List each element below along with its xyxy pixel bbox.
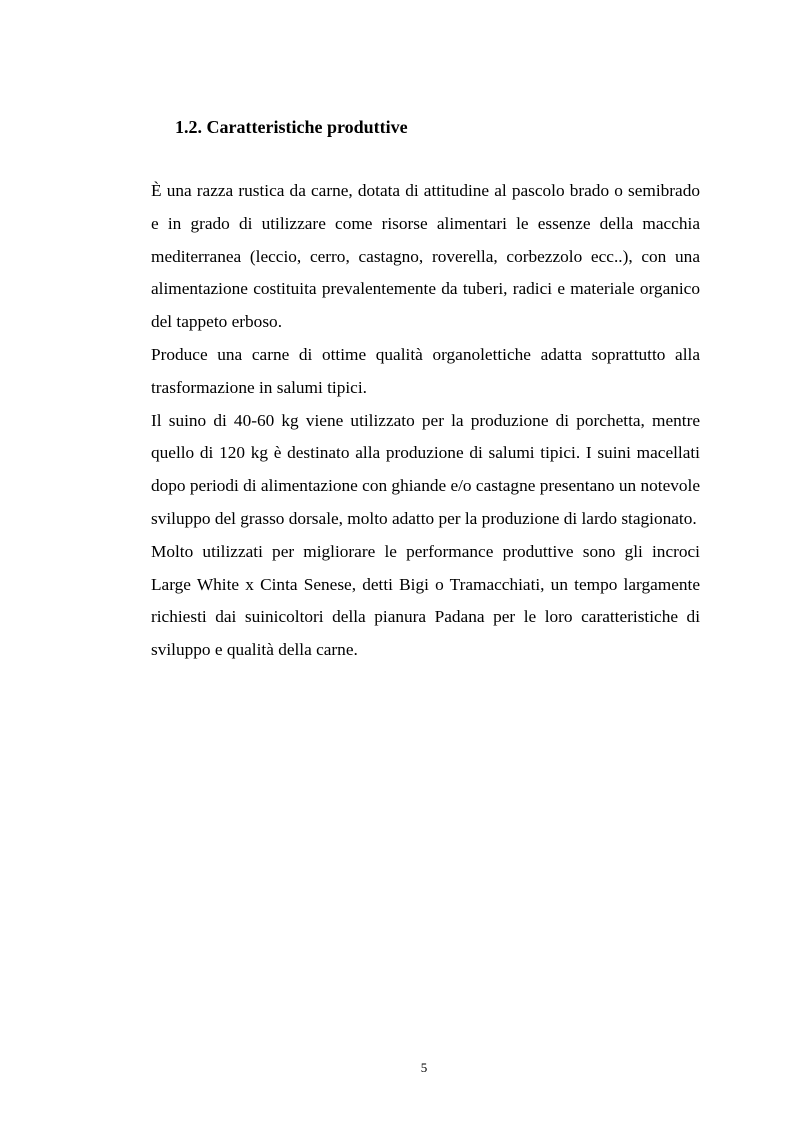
section-title: 1.2. Caratteristiche produttive [175, 117, 408, 137]
page-number: 5 [420, 1060, 428, 1075]
paragraph-weights-uses: Il suino di 40-60 kg viene utilizzato per la produzione di porchetta, mentre quello di 120 kg è destinato alla produzione di salumi tipici. I suini macellati dopo periodi di alimentazione con ghiande e/o castagne presentano un notevole sviluppo del grasso dorsale, molto adatto per la produzione di lardo stagionato. [151, 410, 700, 528]
paragraph-crossbreeds: Molto utilizzati per migliorare le performance produttive sono gli incroci Large White x Cinta Senese, detti Bigi o Tramacchiati, un tempo largamente richiesti dai suinicoltori della pianura Padana per le loro caratteristiche di sviluppo e qualità della carne. [151, 541, 700, 660]
paragraph-breed-description: È una razza rustica da carne, dotata di attitudine al pascolo brado o semibrado e in grado di utilizzare come risorse alimentari le essenze della macchia mediterranea (leccio, cerro, castagno, roverella, corbezzolo ecc..), con una alimentazione costituita prevalentemente da tuberi, radici e materiale organico del tappeto erboso. [151, 181, 700, 332]
body-text [151, 175, 700, 667]
paragraph-meat-quality: Produce una carne di ottime qualità organolettiche adatta soprattutto alla trasformazione in salumi tipici. [151, 344, 700, 397]
